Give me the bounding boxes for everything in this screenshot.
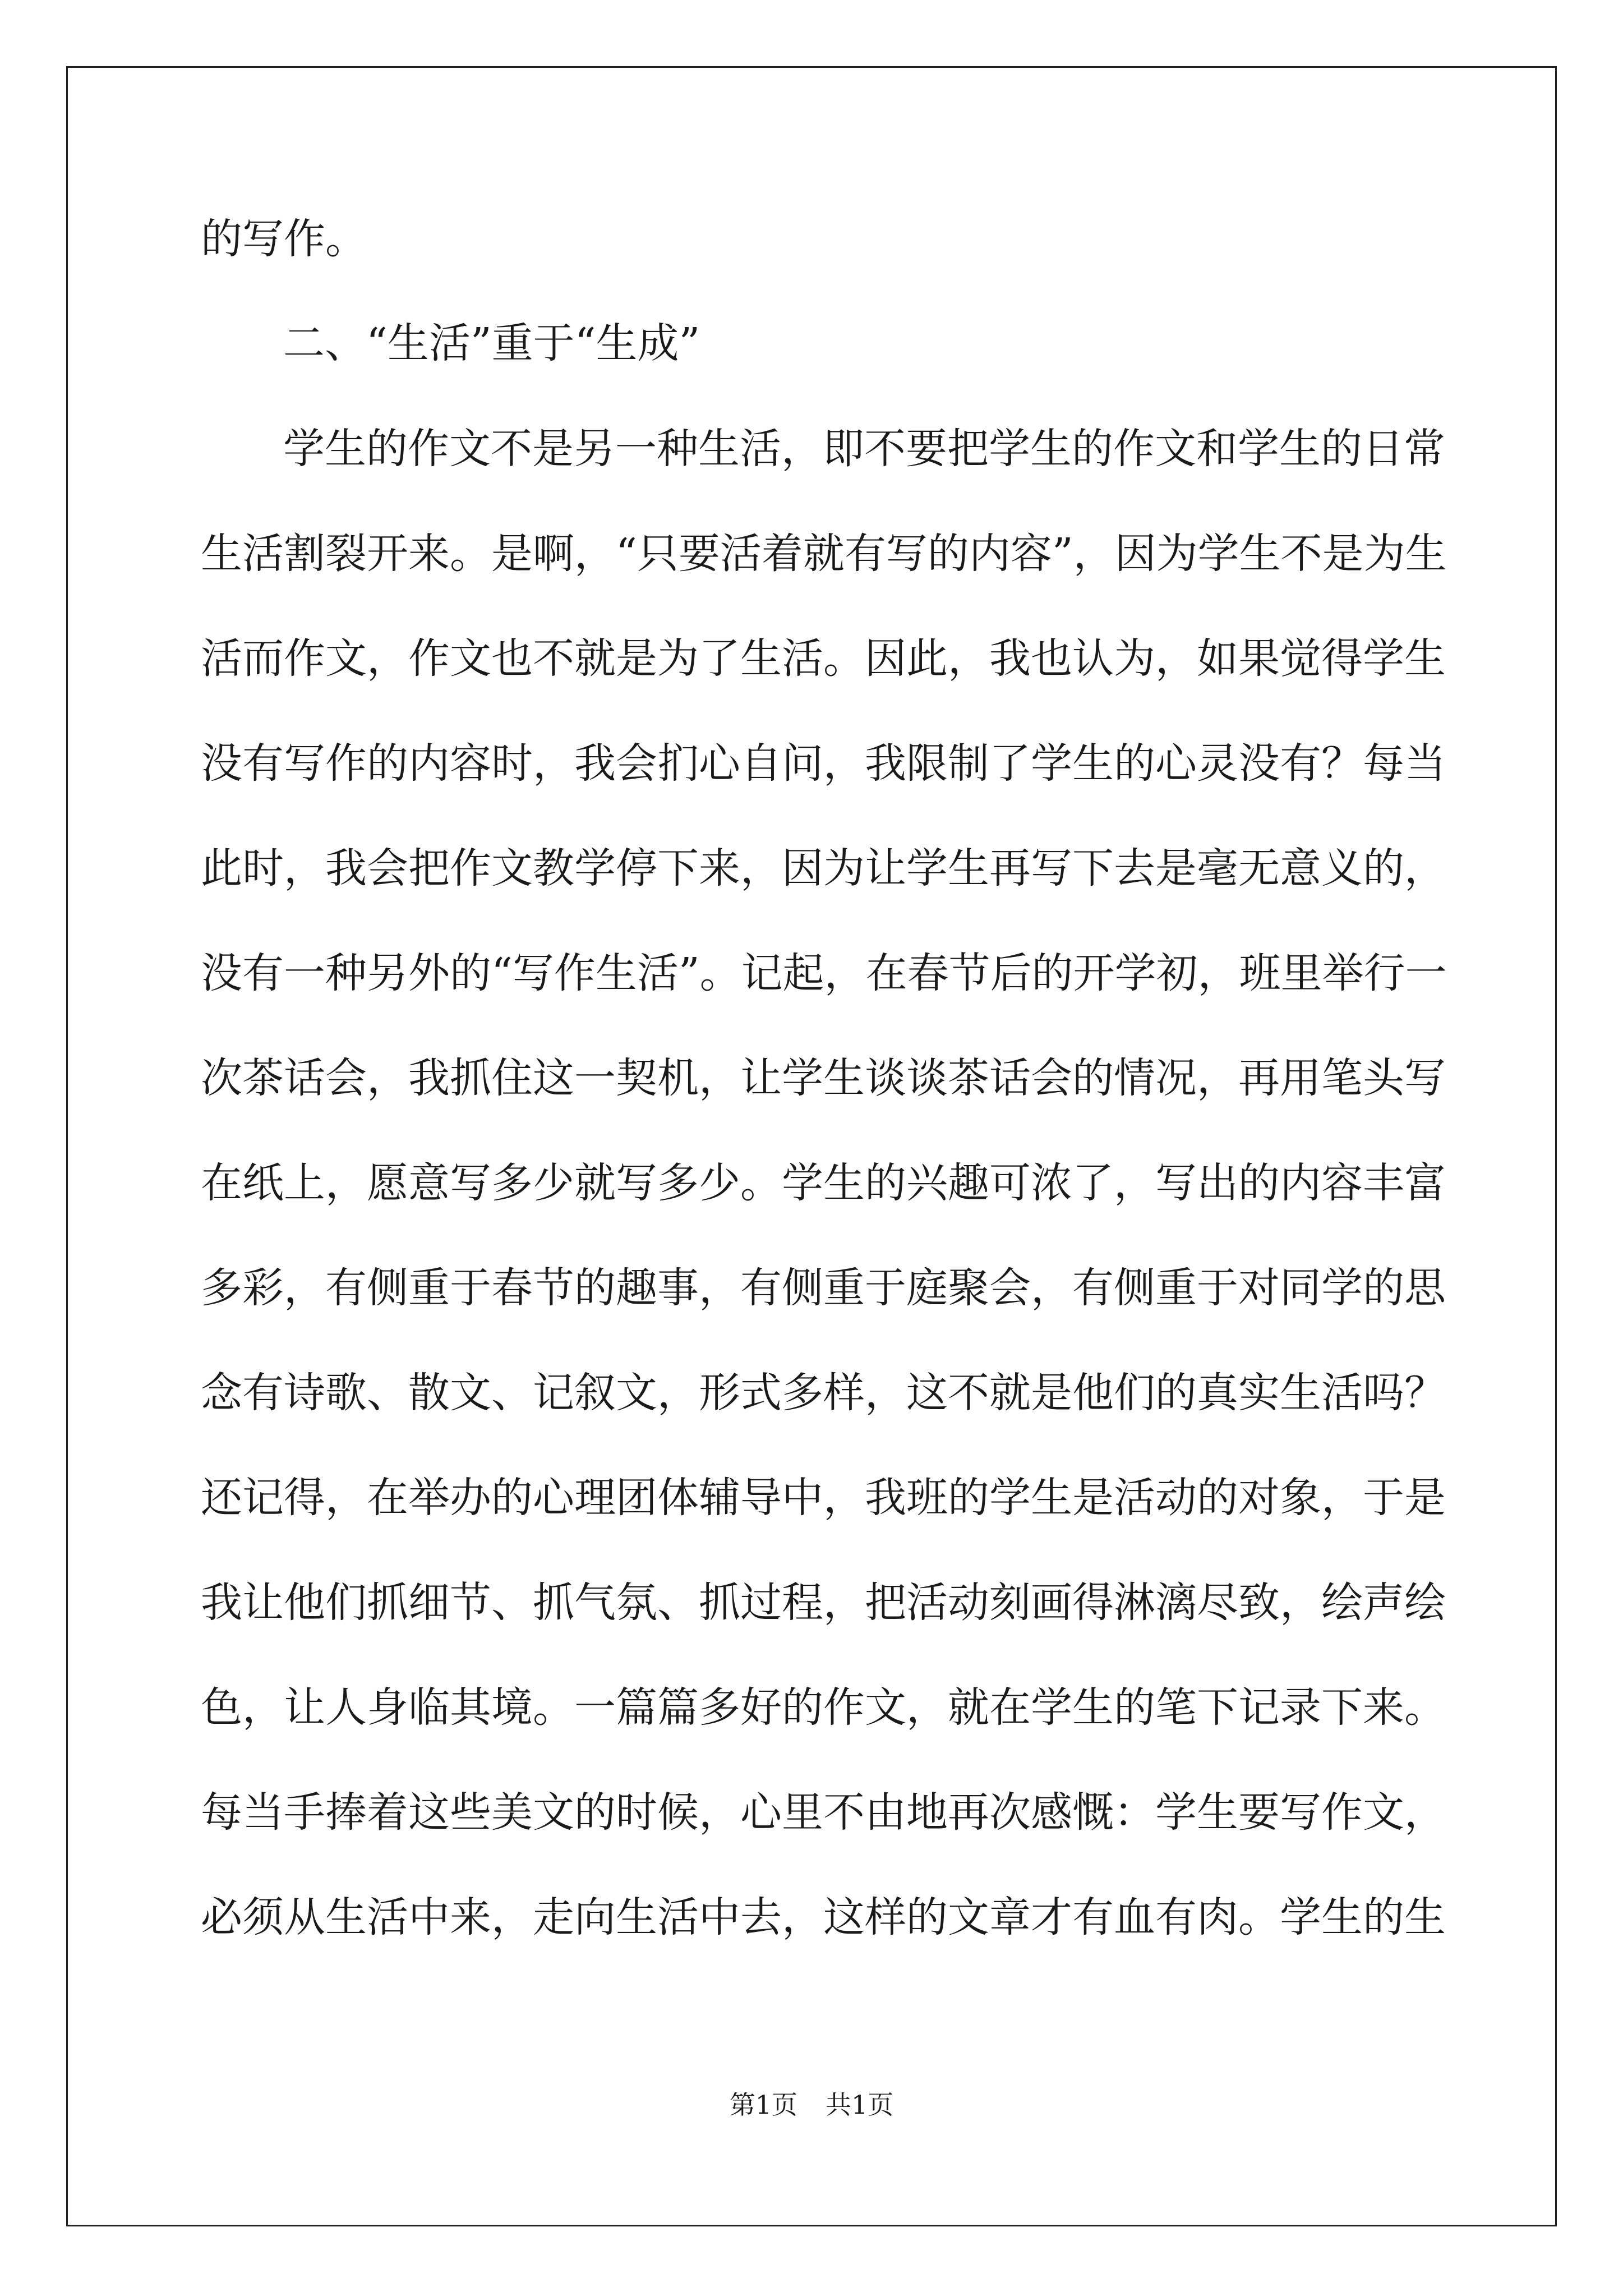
text-line: 多彩，有侧重于春节的趣事，有侧重于庭聚会，有侧重于对同学的思	[201, 1264, 1446, 1312]
text-line: 色，让人身临其境。一篇篇多好的作文，就在学生的笔下记录下来。	[201, 1683, 1446, 1732]
text-line: 我让他们抓细节、抓气氛、抓过程，把活动刻画得淋漓尽致，绘声绘	[201, 1579, 1446, 1627]
text-line: 的写作。	[201, 215, 367, 263]
text-line: 念有诗歌、散文、记叙文，形式多样，这不就是他们的真实生活吗？	[201, 1369, 1446, 1417]
text-line: 还记得，在举办的心理团体辅导中，我班的学生是活动的对象，于是	[201, 1474, 1446, 1522]
text-line: 次茶话会，我抓住这一契机，让学生谈谈茶话会的情况，再用笔头写	[201, 1054, 1446, 1102]
section-heading: 二、“生活”重于“生成”	[283, 319, 700, 367]
text-line: 必须从生活中来，走向生活中去，这样的文章才有血有肉。学生的生	[201, 1893, 1446, 1941]
text-line: 没有写作的内容时，我会扪心自问，我限制了学生的心灵没有？每当	[201, 739, 1446, 788]
page-number: 第1页	[729, 2090, 797, 2120]
text-line: 在纸上，愿意写多少就写多少。学生的兴趣可浓了，写出的内容丰富	[201, 1159, 1446, 1207]
text-line: 此时，我会把作文教学停下来，因为让学生再写下去是毫无意义的，	[201, 844, 1446, 892]
text-line: 生活割裂开来。是啊，“只要活着就有写的内容”，因为学生不是为生	[201, 530, 1447, 578]
text-line: 没有一种另外的“写作生活”。记起，在春节后的开学初，班里举行一	[201, 949, 1447, 997]
text-line: 学生的作文不是另一种生活，即不要把学生的作文和学生的日常	[283, 425, 1445, 473]
text-line: 每当手捧着这些美文的时候，心里不由地再次感慨：学生要写作文，	[201, 1788, 1446, 1837]
page-footer	[0, 2088, 1623, 2122]
page-total: 共1页	[826, 2090, 894, 2120]
text-line: 活而作文，作文也不就是为了生活。因此，我也认为，如果觉得学生	[201, 634, 1446, 683]
